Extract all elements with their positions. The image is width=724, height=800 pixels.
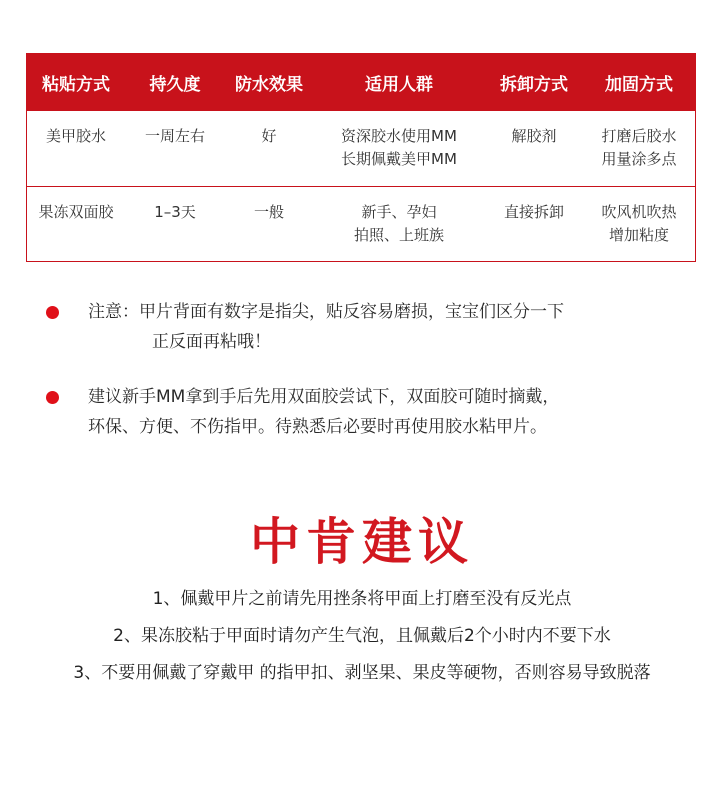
table-header-row (27, 54, 695, 111)
tip-item: 2、果冻胶粘于甲面时请勿产生气泡，且佩戴后2个小时内不要下水 (113, 626, 611, 646)
cell-duration: 一周左右 (144, 127, 205, 145)
tip-item: 1、佩戴甲片之前请先用挫条将甲面上打磨至没有反光点 (152, 589, 572, 609)
cell-line: 用量涂多点 (601, 150, 677, 168)
cell-line: 增加粘度 (608, 225, 669, 244)
note-text (88, 382, 559, 442)
header-removal: 拆卸方式 (500, 75, 568, 95)
cell-reinforce (583, 111, 695, 186)
note-line: 注意：甲片背面有数字是指尖，贴反容易磨损，宝宝们区分一下 (88, 302, 564, 322)
table-row (27, 111, 695, 186)
cell-line: 资深胶水使用MM (341, 127, 457, 145)
header-method: 粘贴方式 (42, 75, 110, 95)
cell-reinforce (583, 186, 695, 261)
note-line: 建议新手MM拿到手后先用双面胶尝试下，双面胶可随时摘戴， (88, 387, 560, 407)
cell-line: 打磨后胶水 (601, 127, 677, 145)
cell-waterproof: 好 (261, 127, 277, 145)
note-line: 环保、方便、不伤指甲。待熟悉后必要时再使用胶水粘甲片。 (88, 417, 547, 437)
note-text (88, 297, 564, 357)
cell-removal: 直接拆卸 (485, 186, 583, 261)
table-row (27, 186, 695, 261)
bullet-dot-icon (46, 391, 59, 404)
header-waterproof: 防水效果 (235, 75, 303, 95)
header-duration: 持久度 (149, 75, 201, 95)
cell-waterproof: 一般 (225, 186, 313, 261)
cell-line: 新手、孕妇 (361, 202, 437, 221)
tip-item: 3、不要用佩戴了穿戴甲 的指甲扣、剥坚果、果皮等硬物，否则容易导致脱落 (73, 663, 651, 683)
header-reinforce: 加固方式 (605, 75, 673, 95)
section-headline: 中肯建议 (250, 513, 474, 571)
cell-line: 拍照、上班族 (353, 225, 444, 244)
cell-line: 吹风机吹热 (601, 202, 677, 221)
cell-line: 长期佩戴美甲MM (341, 150, 457, 168)
header-audience: 适用人群 (365, 75, 433, 95)
bullet-dot-icon (46, 306, 59, 319)
cell-method: 果冻双面胶 (27, 186, 125, 261)
tips-list (0, 584, 724, 695)
comparison-table (26, 53, 696, 262)
cell-method: 美甲胶水 (45, 127, 106, 145)
note-line: 正反面再粘哦！ (152, 332, 271, 352)
cell-duration: 1–3天 (125, 186, 225, 261)
cell-audience (313, 186, 485, 261)
cell-audience (313, 111, 485, 186)
cell-removal: 解胶剂 (511, 127, 557, 145)
